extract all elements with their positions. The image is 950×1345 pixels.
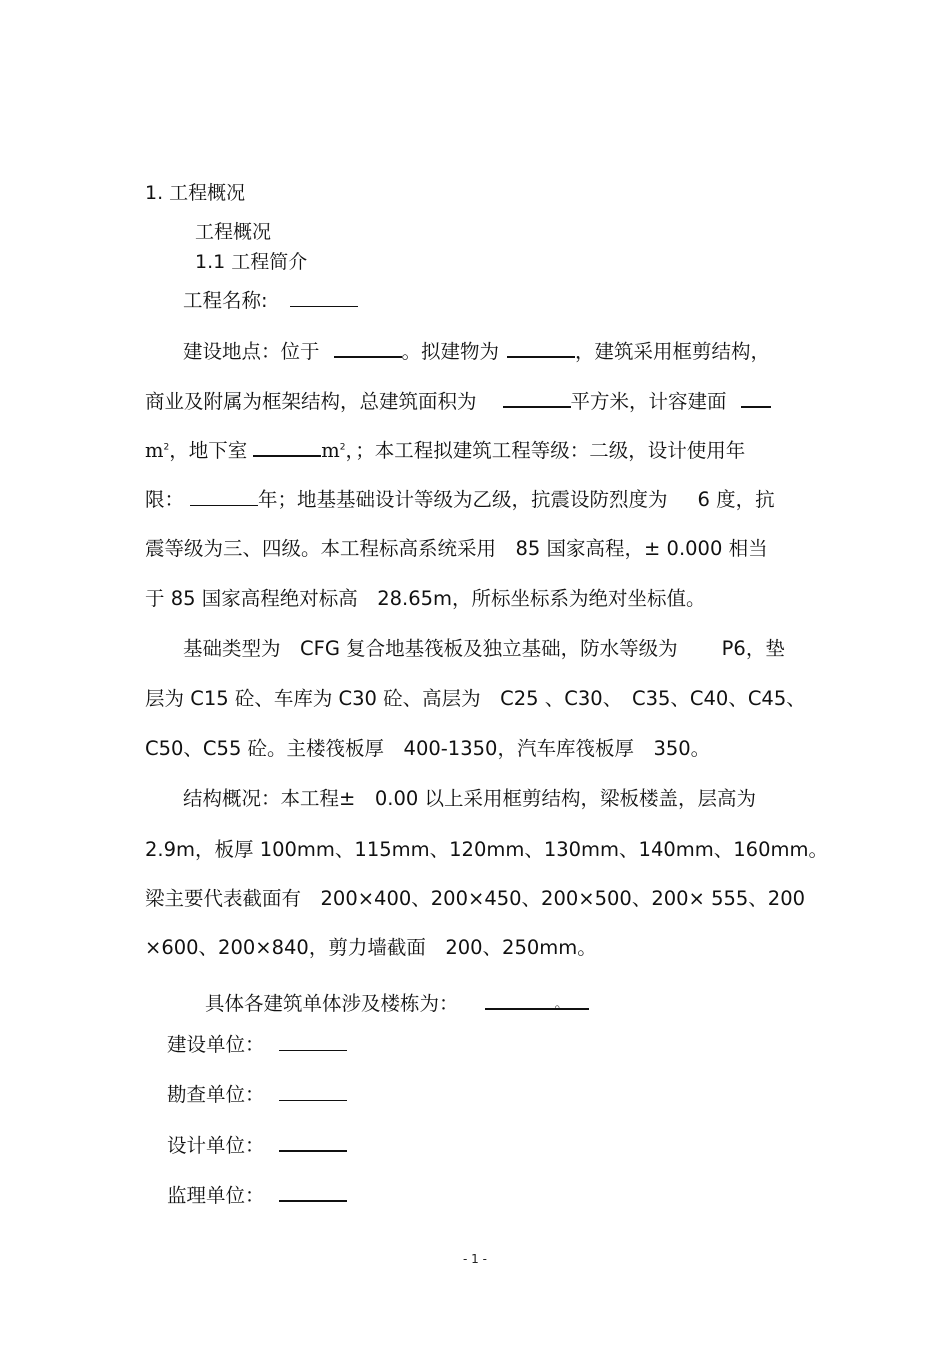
- location-label: 建设地点：位于: [183, 340, 320, 363]
- heading-section: 1.1 工程简介: [195, 251, 308, 273]
- para3-line4: ×600、200×840，剪力墙截面 200、250mm。: [145, 936, 597, 959]
- para2-line2: 层为 C15 砼、车库为 C30 砼、高层为 C25 、C30、 C35、C40、C45、: [145, 687, 806, 710]
- construction-unit-label: 建设单位：: [167, 1033, 265, 1056]
- para2-line1: [183, 637, 785, 661]
- para3-line1: 结构概况：本工程± 0.00 以上采用框剪结构，梁板楼盖，层高为: [183, 787, 756, 810]
- unit-sup: 2: [163, 442, 170, 453]
- para1-line6: 于 85 国家高程绝对标高 28.65m，所标坐标系为绝对坐标值。: [145, 587, 706, 610]
- supervision-unit-label: 监理单位：: [167, 1184, 265, 1207]
- para1-line4: [145, 487, 775, 512]
- para1-text: ，建筑采用框剪结构，: [575, 340, 771, 363]
- building-type-label: 。拟建物为: [401, 340, 500, 363]
- para3-line2: 2.9m，板厚 100mm、115mm、120mm、130mm、140mm、160mm。: [145, 838, 828, 861]
- design-unit-blank[interactable]: [279, 1132, 347, 1152]
- project-name-line: [183, 288, 358, 313]
- basement-area-blank[interactable]: [253, 437, 321, 457]
- unit-m: m: [145, 439, 164, 462]
- page-number: - 1 -: [463, 1252, 487, 1266]
- para1-line5: 震等级为三、四级。本工程标高系统采用 85 国家高程，± 0.000 相当: [145, 537, 768, 560]
- unit-m: m: [321, 439, 340, 462]
- para1-text: 限：: [145, 488, 185, 511]
- para1-text: ，地下室: [169, 439, 248, 462]
- building-units-period: 。: [554, 994, 570, 1012]
- survey-unit-label: 勘查单位：: [167, 1083, 265, 1106]
- construction-unit-line: [167, 1032, 347, 1057]
- para1-text: ，；本工程拟建筑工程等级：二级，设计使用年: [345, 439, 746, 462]
- location-blank[interactable]: [334, 338, 402, 358]
- building-units-blank[interactable]: [485, 990, 589, 1010]
- building-type-blank[interactable]: [507, 338, 575, 358]
- service-life-blank[interactable]: [190, 487, 258, 506]
- para1-line1: [183, 338, 770, 364]
- plot-area-blank[interactable]: [741, 388, 771, 408]
- para3-line3: 梁主要代表截面有 200×400、200×450、200×500、200× 555、200: [145, 887, 806, 910]
- para2-text: P6，垫: [721, 637, 785, 660]
- supervision-unit-blank[interactable]: [279, 1182, 347, 1202]
- para1-line3: [145, 437, 745, 463]
- project-name-label: 工程名称:: [183, 289, 268, 312]
- project-name-blank[interactable]: [290, 288, 358, 307]
- total-area-blank[interactable]: [503, 388, 571, 408]
- design-unit-label: 设计单位：: [167, 1134, 265, 1157]
- heading-sub: 工程概况: [195, 221, 272, 243]
- para2-text: 基础类型为 CFG 复合地基筏板及独立基础，防水等级为: [183, 637, 678, 660]
- para2-line3: C50、C55 砼。主楼筏板厚 400-1350，汽车库筏板厚 350。: [145, 737, 711, 760]
- heading-main: 1. 工程概况: [145, 182, 246, 204]
- para1-line2: [145, 388, 771, 414]
- survey-unit-line: [167, 1082, 347, 1107]
- building-units-line: [205, 990, 589, 1016]
- construction-unit-blank[interactable]: [279, 1032, 347, 1051]
- para1-text: 平方米，计容建面: [570, 390, 727, 413]
- survey-unit-blank[interactable]: [279, 1082, 347, 1101]
- unit-sup: 2: [339, 442, 346, 453]
- para1-text: 年；地基基础设计等级为乙级，抗震设防烈度为: [258, 488, 668, 511]
- building-units-label: 具体各建筑单体涉及楼栋为：: [205, 992, 459, 1015]
- supervision-unit-line: [167, 1182, 347, 1208]
- design-unit-line: [167, 1132, 347, 1158]
- para1-text: 商业及附属为框架结构，总建筑面积为: [145, 390, 477, 413]
- para1-text: 6 度，抗: [697, 488, 775, 511]
